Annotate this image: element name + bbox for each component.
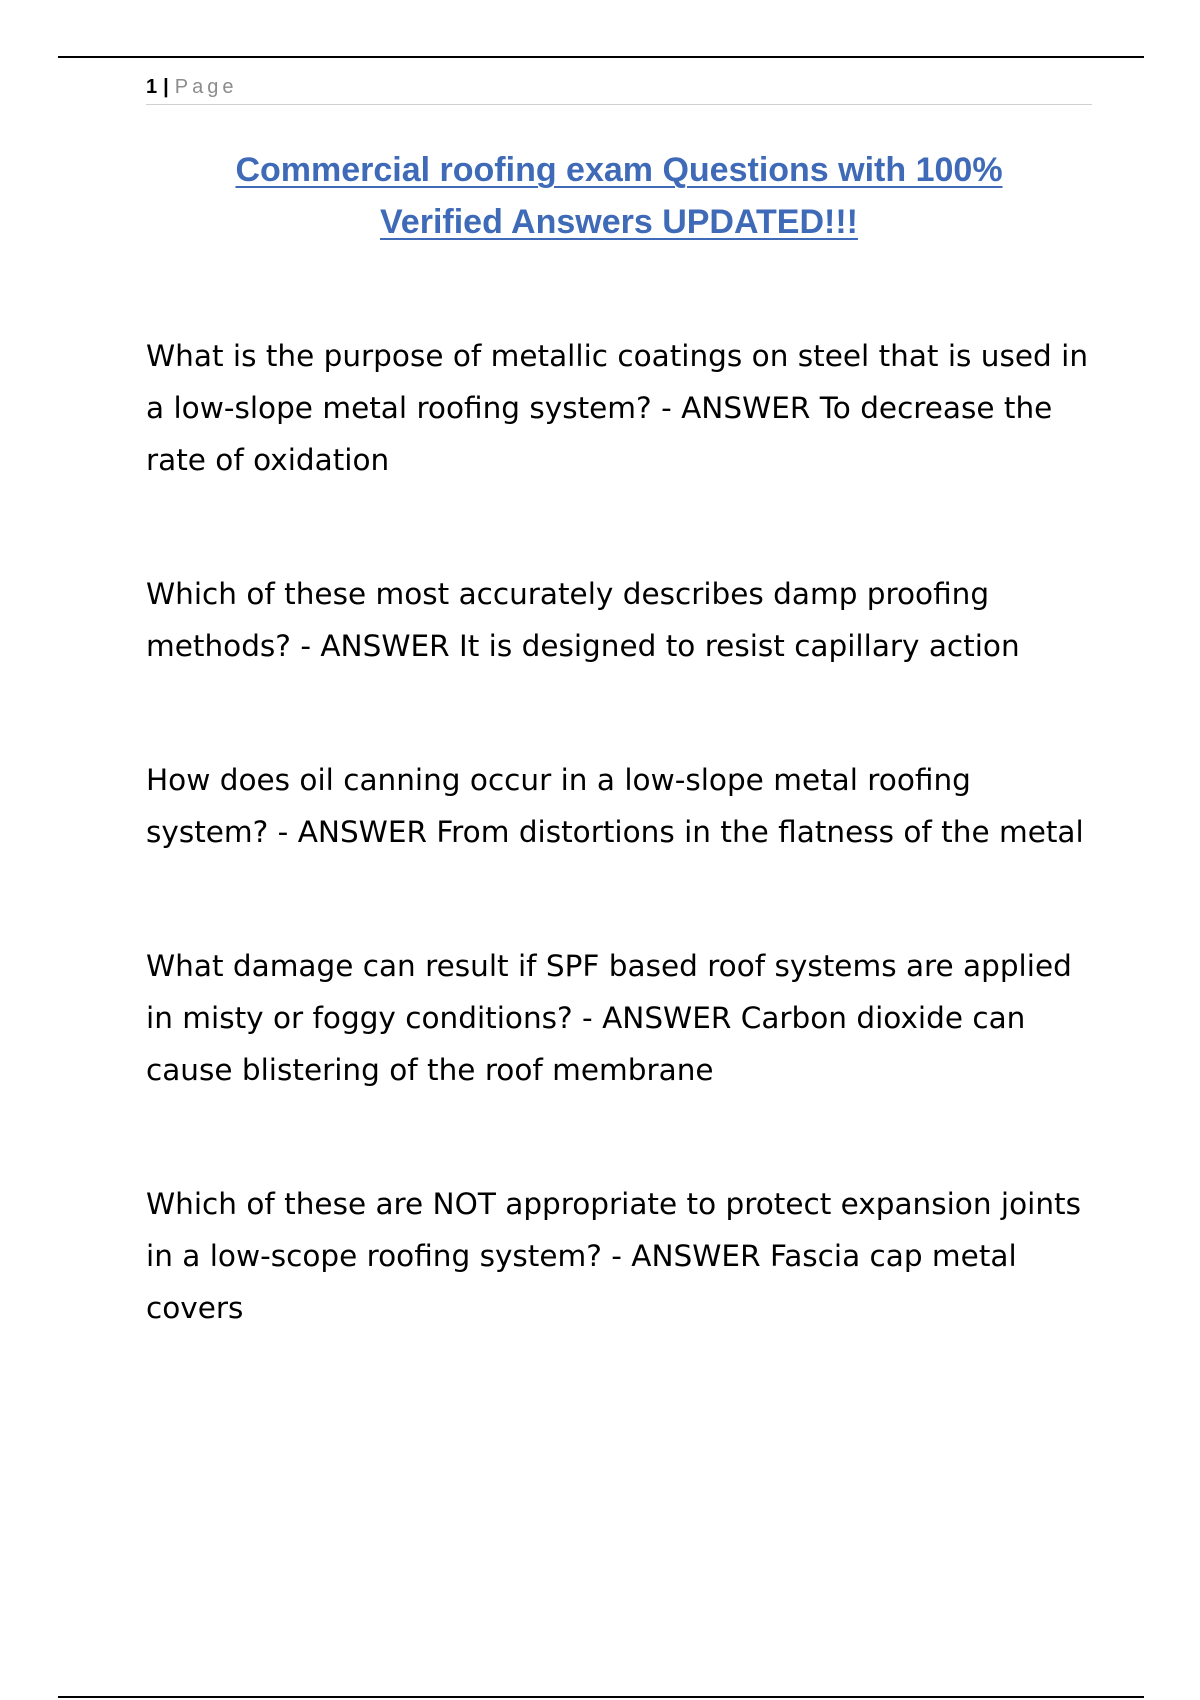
qa-item-4: What damage can result if SPF based roof systems are applied in misty or foggy conditions? - ANSWER Carbon dioxide can cause blistering of the roof membrane bbox=[146, 949, 1072, 1087]
qa-item-5: Which of these are NOT appropriate to protect expansion joints in a low-scope roofing system? - ANSWER Fascia cap metal covers bbox=[146, 1187, 1081, 1325]
document-title-line-2: Verified Answers UPDATED!!! bbox=[380, 203, 858, 241]
qa-item-2: Which of these most accurately describes damp proofing methods? - ANSWER It is designed to resist capillary action bbox=[146, 577, 1020, 663]
page-label: Page bbox=[174, 76, 238, 98]
document-title-line-1: Commercial roofing exam Questions with 100% bbox=[235, 151, 1003, 189]
page-number: 1 bbox=[146, 76, 158, 98]
document-title bbox=[146, 144, 1092, 248]
bottom-border-rule bbox=[58, 1696, 1144, 1698]
page-separator: | bbox=[163, 76, 169, 98]
page-header bbox=[146, 74, 1092, 105]
question-answer-list bbox=[146, 330, 1092, 1334]
qa-item-3: How does oil canning occur in a low-slope metal roofing system? - ANSWER From distortions in the flatness of the metal bbox=[146, 763, 1084, 849]
qa-item-1: What is the purpose of metallic coatings on steel that is used in a low-slope metal roofing system? - ANSWER To decrease the rate of oxidation bbox=[146, 339, 1089, 477]
top-border-rule bbox=[58, 56, 1144, 58]
